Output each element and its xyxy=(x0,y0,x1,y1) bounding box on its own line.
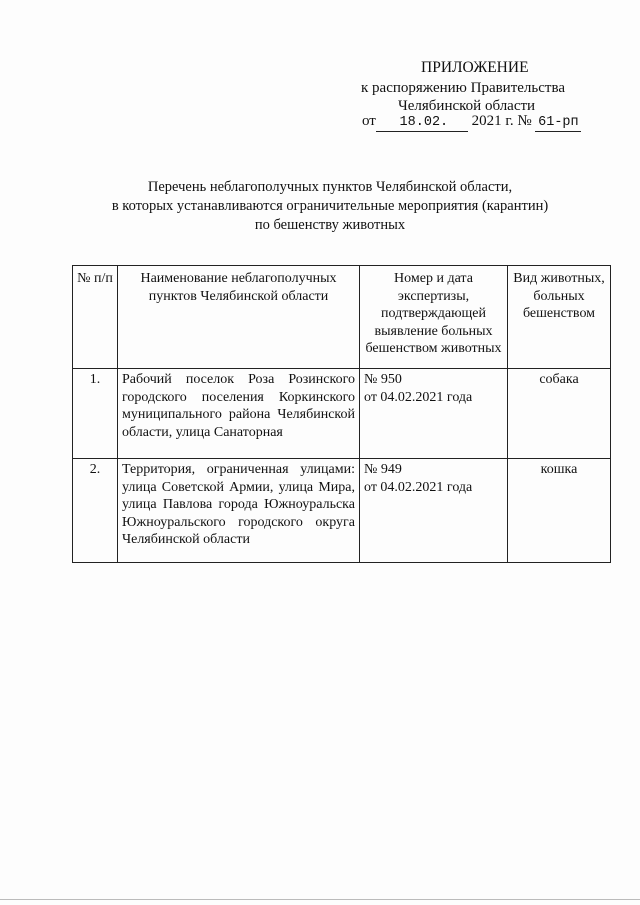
appendix-reference: к распоряжению Правительства xyxy=(361,80,566,96)
date-prefix: от xyxy=(362,113,376,129)
column-header-expertise: Номер и дата экспертизы, подтверждающей выявление больных бешенством животных xyxy=(360,266,508,369)
expertise-info xyxy=(360,369,508,459)
expertise-number: № 949 xyxy=(364,462,402,477)
column-header-animal: Вид животных, больных бешенством xyxy=(508,266,611,369)
document-title xyxy=(80,178,580,235)
location-name: Рабочий поселок Роза Розинского городского поселения Коркинского муниципального района Челябинской области, улица Санаторная xyxy=(118,369,360,459)
document-title-line-2: в которых устанавливаются ограничительные мероприятия (карантин) xyxy=(111,198,549,214)
table-header-row xyxy=(73,266,611,369)
row-number: 1. xyxy=(73,369,118,459)
year-number-label: 2021 г. № xyxy=(471,113,532,129)
column-header-name: Наименование неблагополучных пунктов Челябинской области xyxy=(118,266,360,369)
expertise-number: № 950 xyxy=(364,372,402,387)
column-header-number: № п/п xyxy=(73,266,118,369)
table-row xyxy=(73,369,611,459)
expertise-date: от 04.02.2021 года xyxy=(364,479,473,495)
expertise-info xyxy=(360,459,508,563)
expertise-date: от 04.02.2021 года xyxy=(364,389,473,405)
document-title-line-3: по бешенству животных xyxy=(254,217,406,233)
document-title-line-1: Перечень неблагополучных пунктов Челябинской области, xyxy=(147,179,513,195)
date-value: 18.02. xyxy=(376,115,468,132)
order-number: 61-рп xyxy=(535,115,581,132)
appendix-region: Челябинской области xyxy=(398,98,536,114)
appendix-date-number xyxy=(362,112,581,132)
location-name: Территория, ограниченная улицами: улица Советской Армии, улица Мира, улица Павлова города Южноуральска Южноуральского городского округа Челябинской области xyxy=(118,459,360,563)
quarantine-table xyxy=(72,265,611,563)
page-bottom-edge xyxy=(0,899,640,900)
table-row xyxy=(73,459,611,563)
animal-type: собака xyxy=(508,369,611,459)
appendix-title: ПРИЛОЖЕНИЕ xyxy=(421,59,529,76)
row-number: 2. xyxy=(73,459,118,563)
animal-type: кошка xyxy=(508,459,611,563)
